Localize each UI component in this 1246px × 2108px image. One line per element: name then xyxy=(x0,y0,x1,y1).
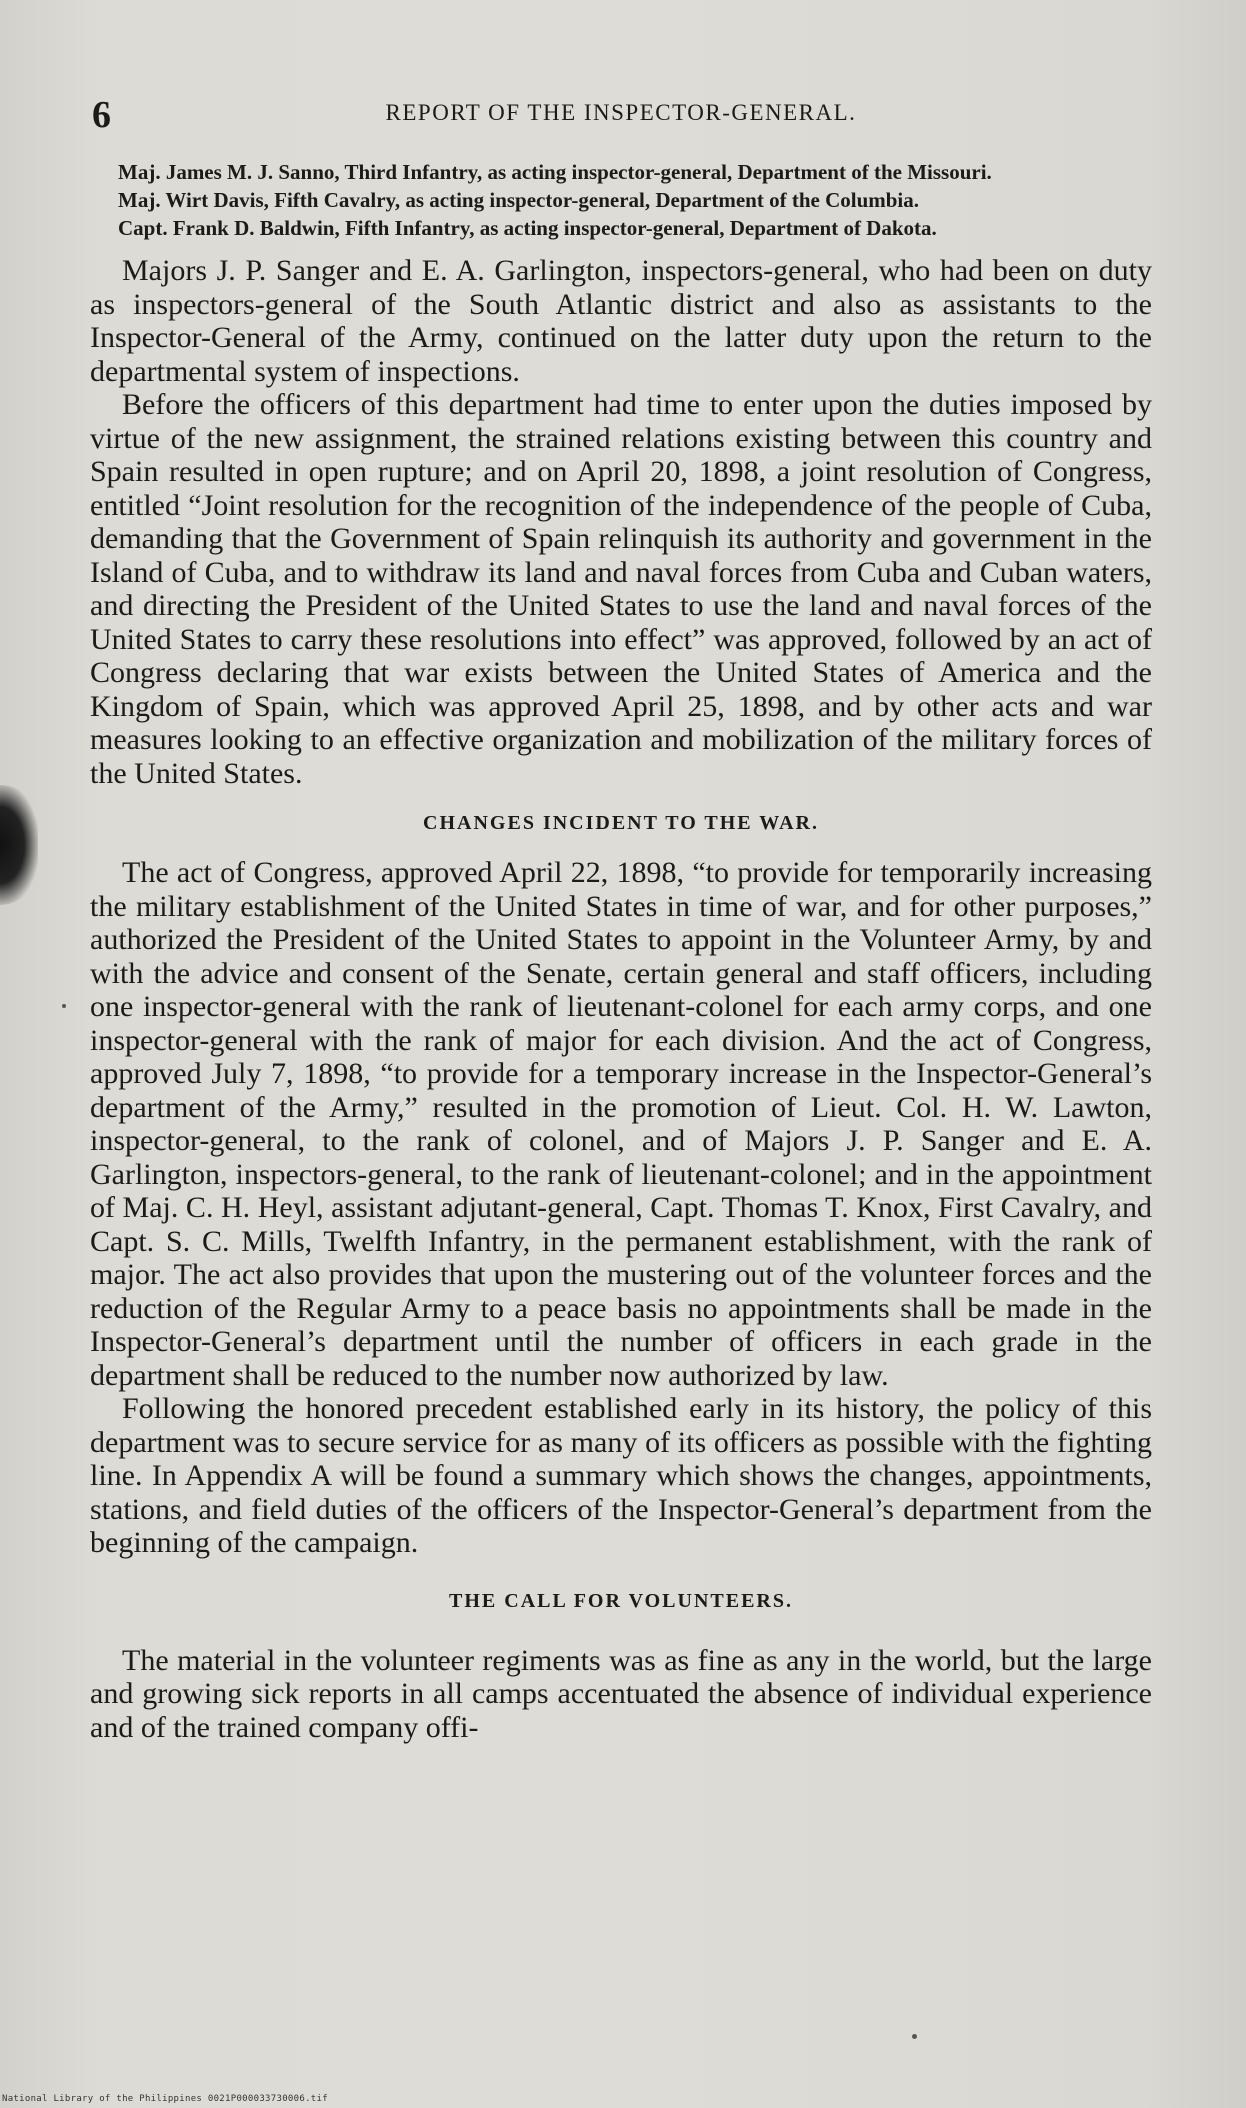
scan-speck xyxy=(912,2034,917,2039)
section-heading-changes: CHANGES INCIDENT TO THE WAR. xyxy=(423,812,819,834)
paragraph: The material in the volunteer regiments was as fine as any in the world, but the large and growing sick reports in all camps accentuated the absence of individual experience and of the trained company offi- xyxy=(90,1643,1152,1744)
paragraph: Before the officers of this department had time to enter upon the duties imposed by virtue of the new assignment, the strained relations existing between this country and Spain resulted in open rupture; and on April 20, 1898, a joint resolution of Congress, entitled “Joint resolution for the recognition of the independence of the people of Cuba, demanding that the Government of Spain relinquish its authority and government in the Island of Cuba, and to withdraw its land and naval forces from Cuba and Cuban waters, and directing the President of the United States to use the land and naval forces of the United States to carry these resolutions into effect” was approved, followed by an act of Congress declaring that war exists between the United States of America and the Kingdom of Spain, which was approved April 25, 1898, and by other acts and war measures looking to an effective organization and mobilization of the military forces of the United States. xyxy=(90,388,1152,790)
page-header xyxy=(90,92,1152,138)
binding-shadow xyxy=(0,785,38,905)
page-number: 6 xyxy=(92,94,111,136)
running-head: REPORT OF THE INSPECTOR-GENERAL. xyxy=(385,100,857,125)
paragraph: Following the honored precedent established early in its history, the policy of this department was to secure service for as many of its officers as possible with the fighting line. In Appendix A will be found a summary which shows the changes, appointments, stations, and field duties of the officers of the Inspector-General’s department from the beginning of the campaign. xyxy=(90,1392,1152,1559)
paragraph: Majors J. P. Sanger and E. A. Garlington, inspectors-general, who had been on duty as inspectors-general of the South Atlantic district and also as assistants to the Inspector-General of the Army, continued on the latter duty upon the return to the departmental system of inspections. xyxy=(90,254,1152,388)
text-column xyxy=(90,92,1152,1744)
section-heading-volunteers: THE CALL FOR VOLUNTEERS. xyxy=(449,1589,793,1612)
roster-entry: Maj. James M. J. Sanno, Third Infantry, as acting inspector-general, Department of the Missouri. xyxy=(118,160,992,184)
archive-stamp: National Library of the Philippines 0021P000033730006.tif xyxy=(2,2094,328,2104)
officer-roster xyxy=(90,160,1152,240)
roster-entry: Capt. Frank D. Baldwin, Fifth Infantry, as acting inspector-general, Department of Dakota. xyxy=(118,216,937,240)
changes-section xyxy=(90,856,1152,1560)
roster-entry: Maj. Wirt Davis, Fifth Cavalry, as acting inspector-general, Department of the Columbia. xyxy=(118,188,920,212)
paragraph: The act of Congress, approved April 22, 1898, “to provide for temporarily increasing the military establishment of the United States in time of war, and for other purposes,” authorized the President of the United States to appoint in the Volunteer Army, by and with the advice and consent of the Senate, certain general and staff officers, including one inspector-general with the rank of lieutenant-colonel for each army corps, and one inspector-general with the rank of major for each division. And the act of Congress, approved July 7, 1898, “to provide for a temporary increase in the Inspector-General’s department of the Army,” resulted in the promotion of Lieut. Col. H. W. Lawton, inspector-general, to the rank of colonel, and of Majors J. P. Sanger and E. A. Garlington, inspectors-general, to the rank of lieutenant-colonel; and in the appointment of Maj. C. H. Heyl, assistant adjutant-general, Capt. Thomas T. Knox, First Cavalry, and Capt. S. C. Mills, Twelfth Infantry, in the permanent establishment, with the rank of major. The act also provides that upon the mustering out of the volunteer forces and the reduction of the Regular Army to a peace basis no appointments shall be made in the Inspector-General’s department until the number of officers in each grade in the department shall be reduced to the number now authorized by law. xyxy=(90,856,1152,1392)
intro-section xyxy=(90,254,1152,790)
scan-speck xyxy=(62,1004,66,1008)
volunteers-section xyxy=(90,1644,1152,1745)
